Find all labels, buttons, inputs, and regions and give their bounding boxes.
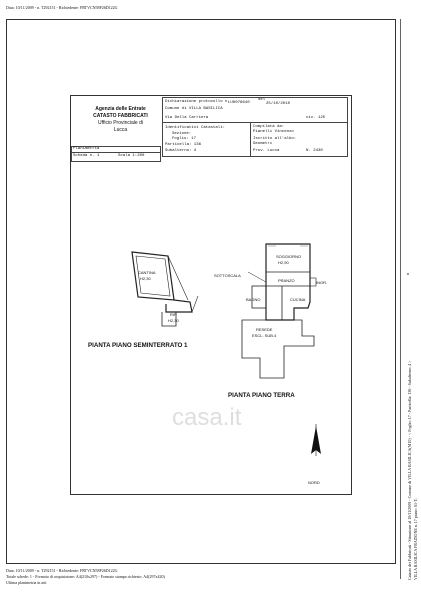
right-page-number: n: [405, 273, 410, 275]
agency-line-1: Agenzia delle Entrate: [95, 106, 146, 112]
agency-line-4: Lucca: [113, 127, 128, 133]
comune: Comune di VILLA BASILICA: [165, 107, 223, 111]
agency-line-2: CATASTO FABBRICATI: [93, 113, 148, 119]
schede-divider: [71, 152, 160, 153]
via: Via Della Carriera: [165, 116, 209, 120]
iscritto-value: Geometri: [253, 142, 273, 146]
right-margin-text-2: VILLA BASILICA FRAZIONE n. 17 piano: S1-T;: [413, 498, 418, 580]
dichiarazione-number: LU0076640: [228, 101, 250, 105]
identificativi-label: Identificativi Catastali:: [165, 126, 226, 130]
compilata-label: Compilata da:: [253, 125, 285, 129]
cantina-height: H2,30: [140, 276, 151, 281]
footer-line-1: Data: 10/11/2009 - n. T292151 - Richiedente: FRTVCN58P26D122G: [6, 568, 118, 573]
cantina-label: CANTINA: [138, 270, 156, 275]
bagno-label: BAGNO: [246, 297, 261, 302]
rip-outline: [166, 300, 192, 312]
subalterno: Subalterno: 4: [165, 149, 197, 153]
rip-label: RIP: [170, 312, 177, 317]
header-stamp: Data: 10/11/2009 - n. T292151 - Richiedente: FRTVCN58P26D122G: [6, 5, 118, 10]
agency-line-3: Ufficio Provinciale di: [98, 120, 143, 126]
seminterrato-title: PIANTA PIANO SEMINTERRATO 1: [88, 342, 188, 349]
right-margin-text: Catasto dei Fabbricati - Situazione al 10/11/2009 - Comune di VILLA BASILICA(M10) - < Foglio: 17 - Particella: 136 - Subalterno: 4 >: [407, 360, 412, 580]
north-arrow: [311, 424, 321, 456]
floor-plan-drawing: [70, 160, 351, 490]
compilata-name: Pianelli Vincenzo: [253, 130, 294, 134]
del-date: 25/10/2010: [266, 102, 291, 106]
footer-line-3: Ultima planimetria in atti: [6, 580, 47, 585]
resede-sub-label: ESCL. SUB.4: [252, 333, 277, 338]
declaration-col-divider: [250, 122, 251, 156]
civ: civ. 125: [306, 116, 326, 120]
numero: N. 2430: [306, 149, 323, 153]
scala: Scala 1:200: [118, 154, 145, 158]
resede-label: RESEDE: [256, 327, 273, 332]
resede-outline: [242, 320, 314, 378]
prov: Prov. Lucca: [253, 149, 280, 153]
cantina-outline: [132, 252, 174, 300]
rip-height: H2,30: [168, 318, 179, 323]
sottoscala-label: SOTTOSCALA: [214, 273, 241, 278]
footer-line-2: Totale schede: 1 - Formato di acquisizione: A4(210x297) - Formato stampa richiesto: A4(297x420): [6, 574, 165, 579]
ingresso-label: INGR.: [316, 280, 328, 285]
north-label: NORD: [308, 480, 320, 485]
particella: Particella: 136: [165, 143, 202, 147]
pranzo-label: PRANZO: [278, 278, 295, 283]
right-margin-rule: [400, 19, 401, 579]
piano-terra-title: PIANTA PIANO TERRA: [228, 392, 295, 399]
del-label: del: [258, 98, 266, 102]
schede-title: Planimetria: [73, 147, 100, 151]
declaration-divider: [162, 122, 347, 123]
watermark: casa.it: [172, 404, 242, 431]
foglio: Foglio: 17: [172, 137, 197, 141]
iscritto-label: Iscritto all'albo:: [253, 137, 297, 141]
scheda-number: Scheda n. 1: [73, 154, 100, 158]
sezione: Sezione:: [172, 132, 192, 136]
soggiorno-label: SOGGIORNO: [276, 254, 302, 259]
cucina-label: CUCINA: [290, 297, 306, 302]
soggiorno-height: H2,90: [278, 260, 289, 265]
dichiarazione-label: Dichiarazione protocollo n.: [165, 100, 230, 104]
